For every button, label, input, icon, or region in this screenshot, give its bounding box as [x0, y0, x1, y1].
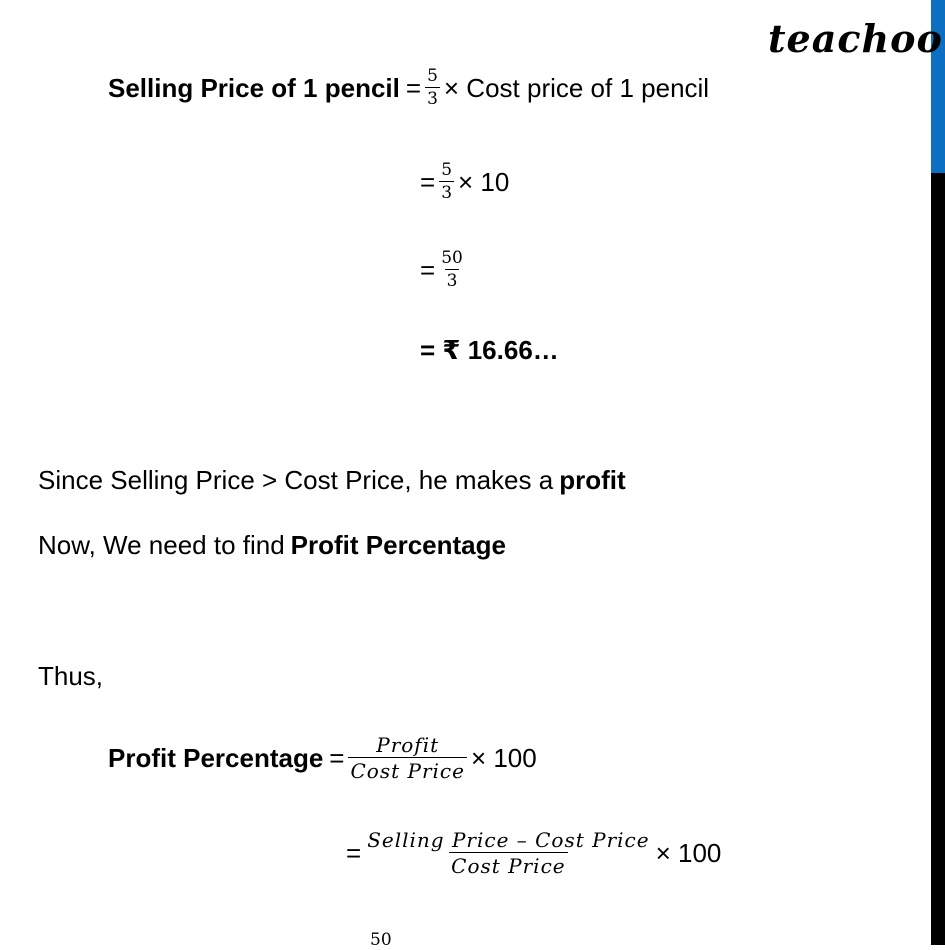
denominator: 3: [446, 271, 458, 291]
numerator: Selling Price – Cost Price: [367, 828, 650, 852]
numerator: Profit: [376, 733, 440, 757]
expression-rest: × 100: [470, 742, 537, 773]
equals-sign: =: [405, 72, 422, 103]
profit-statement: [38, 465, 626, 496]
fraction-profit-over-cost: [348, 735, 466, 781]
fraction-five-thirds: [439, 162, 454, 202]
fraction-sp-minus-cp-over-cp: [365, 830, 651, 876]
equals-sign: =: [420, 166, 436, 197]
numerator: 5: [441, 160, 453, 180]
equals-sign: =: [329, 742, 345, 773]
expression-rest: × 100: [655, 837, 722, 868]
denominator: Cost Price: [451, 854, 566, 878]
teachoo-logo: teachoo: [768, 16, 943, 61]
formula-label: Profit Percentage: [108, 742, 324, 773]
profit-percentage-expanded: [346, 830, 721, 876]
statement-text: Since Selling Price > Cost Price, he makes a: [38, 465, 554, 495]
step-fifty-thirds: [420, 250, 469, 290]
numerator: 50: [441, 248, 463, 268]
step-times-ten: [420, 162, 509, 202]
selling-price-line: [108, 68, 709, 108]
profit-percentage-formula: [108, 735, 537, 781]
denominator: 3: [441, 183, 453, 203]
expression-rest: × 10: [458, 166, 510, 197]
denominator: Cost Price: [350, 759, 465, 783]
fraction-five-thirds: [425, 68, 440, 108]
denominator: 3: [427, 89, 438, 109]
expression-rest: × Cost price of 1 pencil: [443, 72, 710, 103]
fraction-fifty-thirds: [439, 250, 465, 290]
step-result: = ₹ 16.66…: [420, 335, 559, 365]
thus-text: Thus,: [38, 661, 104, 691]
statement-text: Now, We need to find: [38, 530, 285, 560]
statement-bold: profit: [559, 465, 626, 495]
equals-sign: =: [346, 837, 362, 868]
numerator: 5: [427, 66, 438, 86]
find-statement: [38, 530, 506, 561]
partial-numerator: 50: [370, 930, 392, 950]
statement-bold: Profit Percentage: [290, 530, 506, 560]
selling-price-label: Selling Price of 1 pencil: [108, 72, 400, 103]
sidebar-dark-bar: [931, 173, 945, 945]
equals-sign: =: [420, 254, 436, 285]
